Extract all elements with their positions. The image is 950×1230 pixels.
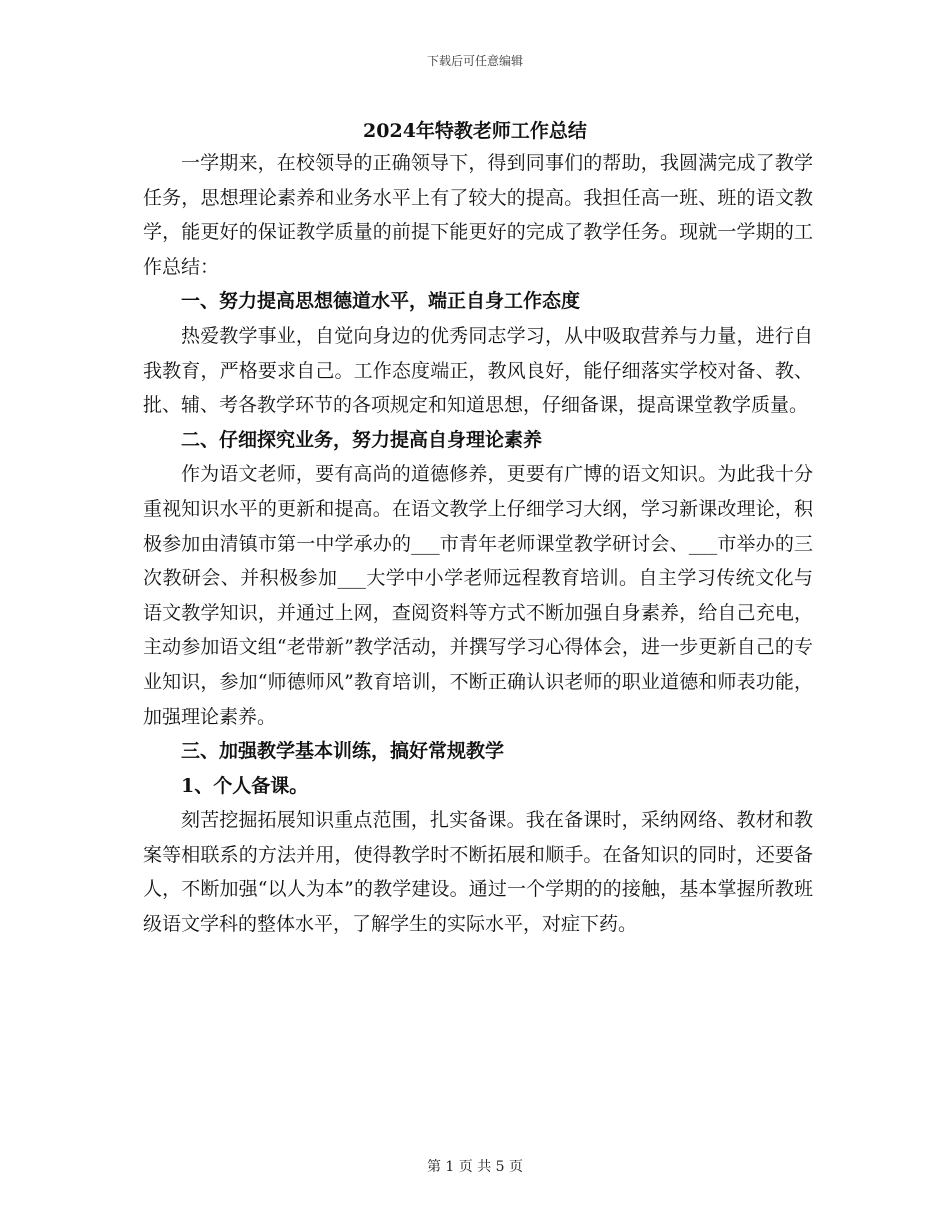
subsection-heading-1: 1、个人备课。 [181,774,309,797]
section-heading-3: 三、加强教学基本训练，搞好常规教学 [181,740,505,763]
document-title: 2024年特教老师工作总结 [363,120,587,142]
page-footer: 第 1 页 共 5 页 [426,1159,524,1175]
page-header: 下载后可任意编辑 [426,54,523,68]
section-heading-2: 二、仔细探究业务，努力提高自身理论素养 [181,428,543,451]
intro-paragraph: 一学期来，在校领导的正确领导下，得到同事们的帮助，我圆满完成了教学任务，思想理论素养和业务水平上有了较大的提高。我担任高一班、班的语文教学，能更好的保证教学质量的前提下能更好的完成了教学任务。现就一学期的工作总结： [143,152,813,278]
subsection-1-paragraph: 刻苦挖掘拓展知识重点范围，扎实备课。我在备课时，采纳网络、教材和教案等相联系的方法并用，使得教学时不断拓展和顺手。在备知识的同时，还要备人，不断加强“以人为本”的教学建设。通过一个学期的的接触，基本掌握所教班级语文学科的整体水平，了解学生的实际水平，对症下药。 [143,809,813,936]
section-1-paragraph: 热爱教学事业，自觉向身边的优秀同志学习，从中吸取营养与力量，进行自我教育，严格要求自己。工作态度端正，教风良好，能仔细落实学校对备、教、批、辅、考各教学环节的各项规定和知道思想，仔细备课，提高课堂教学质量。 [143,324,813,417]
document-body [143,146,813,942]
section-2-paragraph: 作为语文老师，要有高尚的道德修养，更要有广博的语文知识。为此我十分重视知识水平的更新和提高。在语文教学上仔细学习大纲，学习新课改理论，积极参加由清镇市第一中学承办的___市青年老师课堂教学研讨会、___市举办的三次教研会、并积极参加___大学中小学老师远程教育培训。自主学习传统文化与语文教学知识，并通过上网，查阅资料等方式不断加强自身素养，给自己充电，主动参加语文组“老带新”教学活动，并撰写学习心得体会，进一步更新自己的专业知识，参加“师德师风”教育培训，不断正确认识老师的职业道德和师表功能，加强理论素养。 [143,463,813,728]
section-heading-1: 一、努力提高思想德道水平，端正自身工作态度 [181,290,581,313]
